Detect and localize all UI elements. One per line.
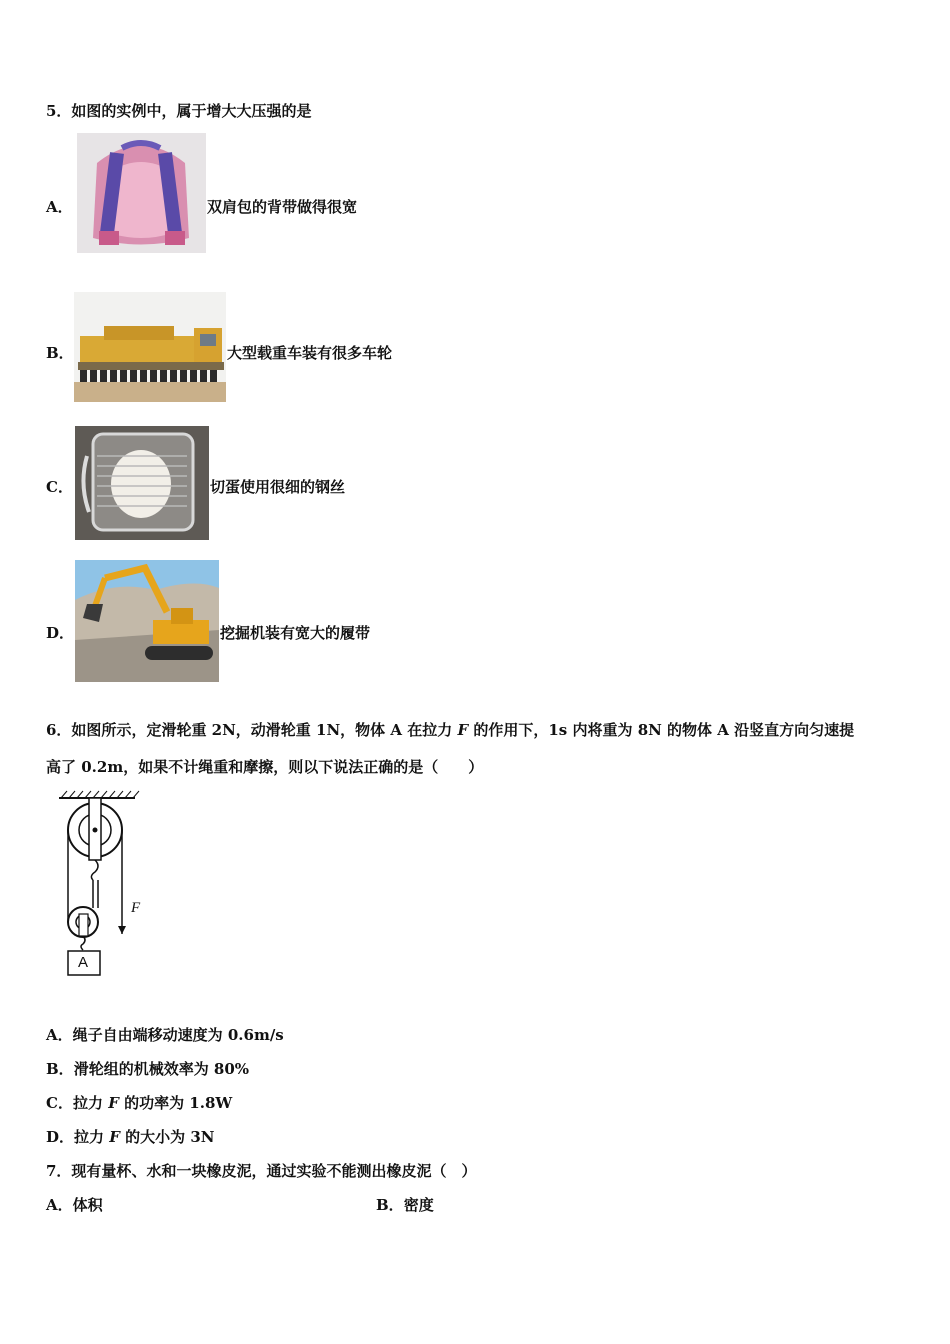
q6-option-a-text: 绳子自由端移动速度为 0.6m/s — [72, 1026, 284, 1044]
q6-option-a — [46, 1025, 284, 1045]
q7-stem: 7．现有量杯、水和一块橡皮泥，通过实验不能测出橡皮泥（ ） — [46, 1162, 477, 1180]
q6-option-d-post: 的大小为 3N — [119, 1128, 215, 1146]
q6-stem-part1: 6．如图所示，定滑轮重 2N，动滑轮重 1N，物体 A 在拉力 — [46, 721, 458, 739]
q6-option-a-label: A． — [46, 1026, 73, 1044]
q5-option-a-label: A． — [46, 198, 73, 216]
heavy-truck-image — [74, 292, 226, 402]
q6-option-c — [46, 1093, 232, 1113]
q6-option-d-pre: 拉力 — [74, 1128, 110, 1146]
q7-option-a — [46, 1195, 103, 1215]
q6-option-d-label: D． — [46, 1128, 75, 1146]
q6-option-b-label: B． — [46, 1060, 74, 1078]
q7-option-a-label: A． — [46, 1196, 73, 1214]
q6-option-b — [46, 1059, 249, 1079]
q6-option-c-pre: 拉力 — [72, 1094, 109, 1112]
q6-option-c-var: F — [108, 1094, 119, 1112]
backpack-image — [77, 133, 206, 253]
q7-option-b — [376, 1195, 434, 1215]
q5-option-b-label: B． — [46, 344, 74, 362]
q7-option-a-text: 体积 — [72, 1196, 103, 1214]
q6-option-d-var: F — [109, 1128, 120, 1146]
q6-option-c-post: 的功率为 1.8W — [118, 1094, 233, 1112]
excavator-image — [75, 560, 219, 682]
q6-stem-line1 — [46, 720, 854, 740]
q7-option-b-text: 密度 — [403, 1196, 434, 1214]
q6-stem-var: F — [457, 721, 469, 739]
q6-stem-part2: 的作用下，1s 内将重为 8N 的物体 A 沿竖直方向匀速提 — [468, 721, 855, 739]
q5-stem: 5．如图的实例中，属于增大大压强的是 — [46, 102, 312, 120]
q6-stem-line2: 高了 0.2m，如果不计绳重和摩擦，则以下说法正确的是（ ） — [46, 758, 484, 776]
block-label: A — [78, 954, 89, 971]
q5-option-d-label: D． — [46, 624, 75, 642]
pulley-diagram — [55, 788, 155, 984]
q6-option-c-label: C． — [46, 1094, 73, 1112]
q5-option-d-text: 挖掘机装有宽大的履带 — [220, 624, 371, 642]
force-label: F — [131, 900, 141, 916]
q5-option-c-label: C． — [46, 478, 73, 496]
q5-option-c-text: 切蛋使用很细的钢丝 — [210, 478, 346, 496]
q5-option-a-text: 双肩包的背带做得很宽 — [207, 198, 358, 216]
egg-slicer-image — [75, 426, 209, 540]
q6-option-d — [46, 1127, 215, 1147]
q6-option-b-text: 滑轮组的机械效率为 80% — [73, 1060, 250, 1078]
q5-option-b-text: 大型载重车装有很多车轮 — [227, 344, 393, 362]
q7-option-b-label: B． — [376, 1196, 404, 1214]
